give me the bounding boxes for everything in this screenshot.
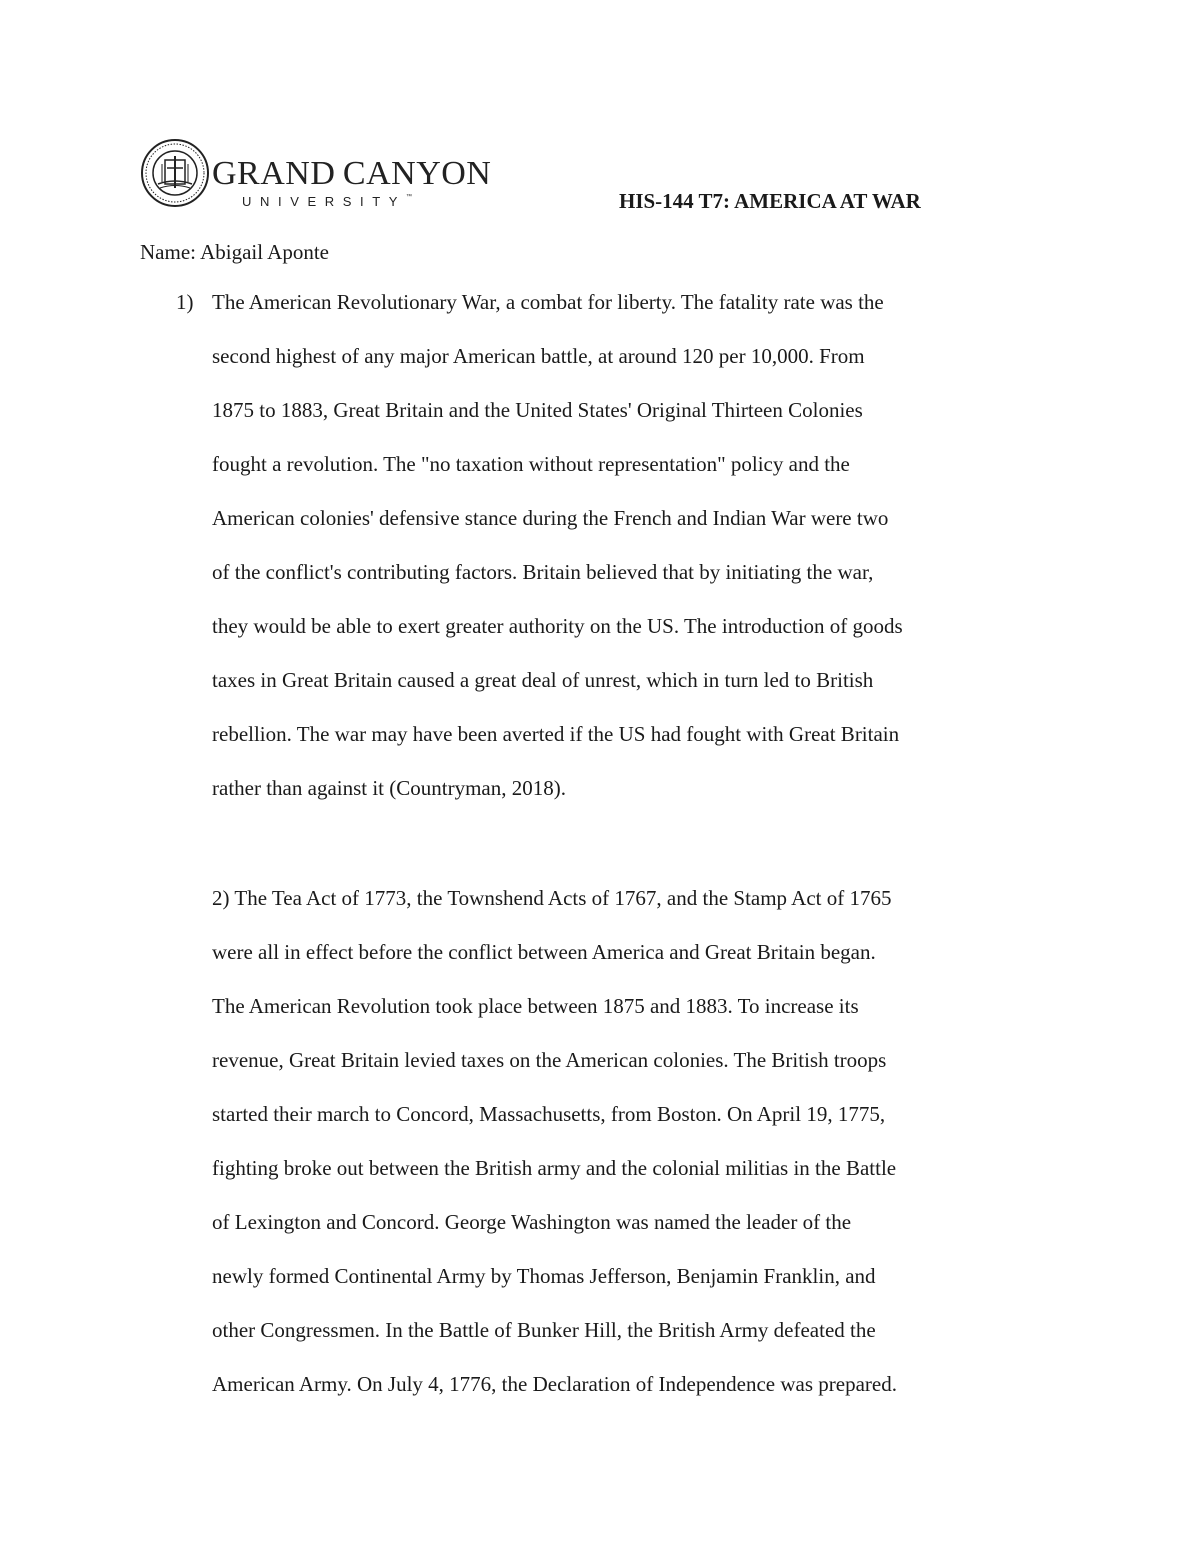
paragraph-line: rebellion. The war may have been averted if the US had fought with Great Britain xyxy=(212,722,900,746)
paragraph-line: of Lexington and Concord. George Washington was named the leader of the xyxy=(212,1210,852,1234)
logo-subtitle-text: UNIVERSITY xyxy=(242,194,407,209)
logo-wordmark xyxy=(212,155,492,192)
logo-trademark: ™ xyxy=(406,194,413,200)
paragraph-line: fighting broke out between the British army and the colonial militias in the Battle xyxy=(212,1156,897,1180)
logo-wordmark-word1: GRAND xyxy=(212,155,336,192)
paragraph-line: fought a revolution. The "no taxation without representation" policy and the xyxy=(212,452,850,476)
logo-wordmark-word2: CANYON xyxy=(342,155,492,192)
paragraph-line: 1875 to 1883, Great Britain and the United States' Original Thirteen Colonies xyxy=(212,398,863,422)
paragraph-line: The American Revolutionary War, a combat for liberty. The fatality rate was the xyxy=(212,290,884,314)
paragraph-line: second highest of any major American battle, at around 120 per 10,000. From xyxy=(212,344,865,368)
paragraph-line: they would be able to exert greater authority on the US. The introduction of goods xyxy=(212,614,903,638)
paragraph-line: American colonies' defensive stance during the French and Indian War were two xyxy=(212,506,889,530)
paragraph-line: taxes in Great Britain caused a great deal of unrest, which in turn led to British xyxy=(212,668,874,692)
paragraph-line: started their march to Concord, Massachusetts, from Boston. On April 19, 1775, xyxy=(212,1102,886,1126)
paragraph-line: other Congressmen. In the Battle of Bunker Hill, the British Army defeated the xyxy=(212,1318,876,1342)
paragraph-line: rather than against it (Countryman, 2018). xyxy=(212,776,566,800)
paragraph-line: revenue, Great Britain levied taxes on the American colonies. The British troops xyxy=(212,1048,887,1072)
paragraph-line: newly formed Continental Army by Thomas Jefferson, Benjamin Franklin, and xyxy=(212,1264,876,1288)
paragraph-line: American Army. On July 4, 1776, the Declaration of Independence was prepared. xyxy=(212,1372,897,1396)
university-logo xyxy=(140,138,492,213)
answer-1-paragraph xyxy=(212,290,1032,830)
logo-subtitle xyxy=(242,194,412,209)
paragraph-line: The American Revolution took place between 1875 and 1883. To increase its xyxy=(212,994,859,1018)
answer-2-paragraph xyxy=(212,886,1032,1426)
university-seal-icon xyxy=(140,138,210,208)
paragraph-line: were all in effect before the conflict between America and Great Britain began. xyxy=(212,940,876,964)
paragraph-line: 2) The Tea Act of 1773, the Townshend Acts of 1767, and the Stamp Act of 1765 xyxy=(212,886,892,910)
answer-1-number: 1) xyxy=(176,290,194,314)
document-title: HIS-144 T7: AMERICA AT WAR xyxy=(619,189,921,213)
student-name-line: Name: Abigail Aponte xyxy=(140,240,329,264)
paragraph-line: of the conflict's contributing factors. Britain believed that by initiating the war, xyxy=(212,560,874,584)
